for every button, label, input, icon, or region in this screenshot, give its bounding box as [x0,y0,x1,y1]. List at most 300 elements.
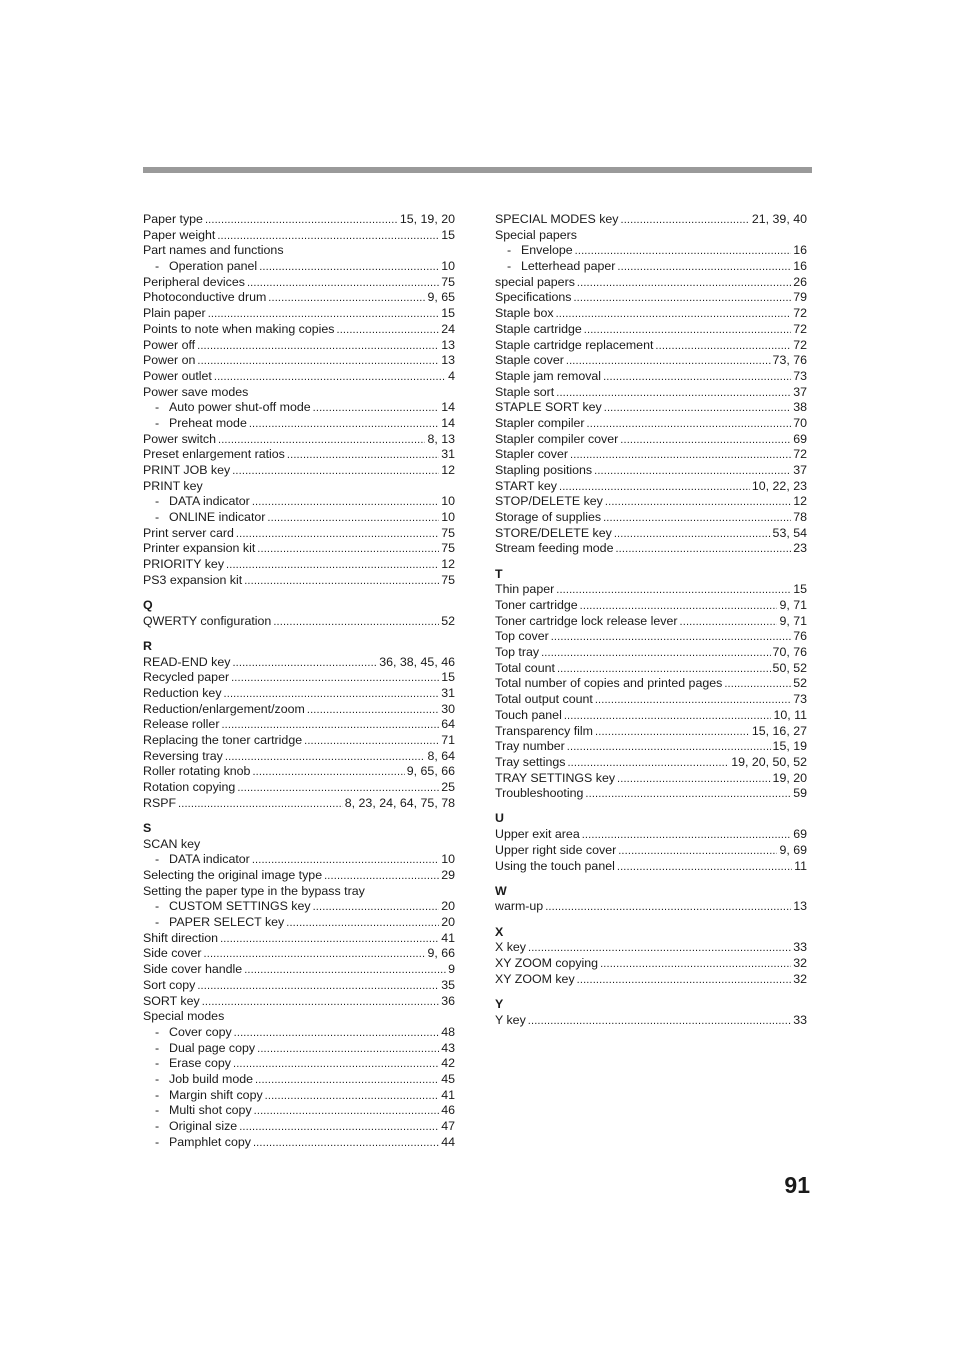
subentry-dash: - [155,400,160,415]
index-entry [143,978,455,994]
index-entry [495,510,807,526]
index-entry [495,598,807,614]
index-term: Points to note when making copies [143,321,335,336]
index-term: Top cover [495,629,549,644]
index-entry [143,353,455,369]
dot-leader [603,510,791,527]
index-page-refs: 72 [793,337,807,352]
index-page-refs: 15, 16, 27 [751,723,807,738]
index-term: Preheat mode [169,415,247,430]
index-page-refs: 10 [441,852,455,867]
index-entry [495,708,807,724]
index-entry [143,749,455,765]
index-term: Total count [495,660,555,675]
index-entry [495,463,807,479]
index-entry [143,526,455,542]
dot-leader [580,598,778,615]
index-entry [143,322,455,338]
index-page-refs: 73, 76 [772,353,807,368]
dot-leader [617,859,792,876]
subentry-dash: - [155,1087,160,1102]
index-term: Rotation copying [143,780,236,795]
subentry-dash: - [155,852,160,867]
index-term: SORT key [143,993,200,1008]
dot-leader [237,780,439,797]
index-page-refs: 69 [793,827,807,842]
index-subentry [143,1041,455,1057]
dot-leader [614,526,771,543]
index-term: Envelope [521,243,573,258]
index-page-refs: 10, 22, 23 [751,478,807,493]
dot-leader [551,629,791,646]
dot-leader [236,526,439,543]
index-subentry [495,243,807,259]
index-page-refs: 12 [441,557,455,572]
dot-leader [197,338,439,355]
index-page-refs: 72 [793,321,807,336]
index-entry [143,290,455,306]
index-entry [495,494,807,510]
index-page-refs: 21, 39, 40 [751,212,807,226]
dot-leader [197,353,439,370]
index-page-refs: 29 [441,868,455,882]
dot-leader [208,306,440,323]
subentry-dash: - [155,1103,160,1118]
dot-leader [257,541,439,558]
index-page-refs: 32 [793,955,807,970]
index-term: Roller rotating knob [143,764,251,779]
index-entry [495,212,807,228]
index-entry [143,884,455,900]
index-term: Tray settings [495,754,566,769]
dot-leader [224,686,440,703]
index-entry [143,780,455,796]
dot-leader [286,915,439,932]
index-term: Toner cartridge lock release lever [495,613,678,628]
dot-leader [254,1103,440,1120]
dot-leader [556,306,792,323]
index-column-right [495,212,807,1028]
index-page-refs: 38 [793,400,807,415]
index-page-refs: 46 [441,1103,455,1118]
dot-leader [307,702,439,719]
index-subentry [143,494,455,510]
index-page-refs: 10 [441,259,455,274]
index-term: Part names and functions [143,243,284,258]
index-term: Letterhead paper [521,259,616,274]
index-term: Storage of supplies [495,510,602,525]
index-page-refs: 75 [441,572,455,587]
index-entry [143,212,455,228]
dot-leader [724,676,791,693]
index-term: PRINT JOB key [143,463,231,477]
index-page-refs: 72 [793,447,807,462]
index-subentry [143,416,455,432]
dot-leader [218,432,425,449]
index-page-refs: 79 [793,290,807,305]
subentry-dash: - [155,510,160,525]
dot-leader [600,956,791,973]
index-page-refs: 32 [793,971,807,986]
index-subentry [143,1088,455,1104]
index-term: Staple box [495,306,554,321]
index-page-refs: 4 [448,368,455,383]
dot-leader [557,661,771,678]
index-subentry [143,899,455,915]
index-term: DATA indicator [169,852,250,867]
index-term: PRINT key [143,478,203,493]
index-subentry [143,1119,455,1135]
dot-leader [220,931,439,948]
index-term: XY ZOOM key [495,971,575,986]
index-entry [495,416,807,432]
index-entry [495,956,807,972]
index-subentry [143,400,455,416]
index-page-refs: 70, 76 [772,645,807,660]
index-term: Sort copy [143,977,196,992]
dot-leader [247,275,439,292]
index-entry [143,614,455,630]
index-page-refs: 44 [441,1134,455,1149]
index-entry [143,686,455,702]
index-term: Staple jam removal [495,368,602,383]
dot-leader [603,369,791,386]
index-term: Reversing tray [143,748,223,763]
index-page-refs: 78 [793,510,807,525]
index-term: Printer expansion kit [143,541,256,556]
index-page-refs: 41 [441,930,455,945]
dot-leader [566,353,771,370]
dot-leader [617,771,771,788]
index-entry [495,400,807,416]
dot-leader [231,670,439,687]
index-entry [495,843,807,859]
dot-leader [244,962,446,979]
index-subentry [143,915,455,931]
index-page-refs: 48 [441,1024,455,1039]
index-entry [495,972,807,988]
dot-leader [313,899,440,916]
index-entry [143,733,455,749]
index-entry [143,275,455,291]
index-term: SPECIAL MODES key [495,212,619,226]
index-entry [495,692,807,708]
index-entry [143,228,455,244]
index-term: Specifications [495,290,572,305]
index-page-refs: 10, 11 [773,707,807,722]
dot-leader [267,510,439,527]
index-term: Power save modes [143,384,249,399]
index-entry [143,573,455,589]
index-page-refs: 35 [441,977,455,992]
index-entry [143,338,455,354]
index-page-refs: 75 [441,274,455,289]
index-page-refs: 52 [441,613,455,628]
index-page-refs: 16 [793,259,807,274]
index-subentry [143,1103,455,1119]
dot-leader [255,1072,439,1089]
index-term: Paper type [143,212,203,226]
subentry-dash: - [507,243,512,258]
index-subentry [143,852,455,868]
index-page-refs: 9 [448,962,455,977]
index-page-refs: 52 [793,676,807,691]
index-page-refs: 9, 69 [779,842,807,857]
index-page-refs: 43 [441,1040,455,1055]
index-term: Auto power shut-off mode [169,400,311,415]
index-term: XY ZOOM copying [495,955,599,970]
index-term: Original size [169,1119,238,1133]
dot-leader [577,972,792,989]
dot-leader [615,541,791,558]
index-term: PRIORITY key [143,557,225,572]
subentry-dash: - [155,259,160,274]
index-page-refs: 36 [441,993,455,1008]
index-entry [495,629,807,645]
index-entry [495,771,807,787]
index-page-refs: 14 [441,415,455,430]
index-term: Print server card [143,525,234,540]
dot-leader [324,868,439,885]
index-entry [143,670,455,686]
index-entry [495,275,807,291]
index-term: STORE/DELETE key [495,525,612,540]
dot-leader [587,416,792,433]
dot-leader [265,1088,440,1105]
index-letter-heading: X [495,924,504,939]
index-page-refs: 8, 13 [427,431,455,446]
dot-leader [556,582,791,599]
index-page-refs: 15, 19, 20 [399,212,455,226]
index-term: DATA indicator [169,494,250,509]
index-term: Upper exit area [495,827,580,842]
index-page-refs: 50, 52 [772,660,807,675]
index-page-refs: 41 [441,1087,455,1102]
index-term: Side cover handle [143,962,243,977]
dot-leader [564,708,772,725]
index-term: Upper right side cover [495,842,617,857]
index-entry [495,739,807,755]
index-term: Reduction/enlargement/zoom [143,701,305,716]
dot-leader [620,212,749,229]
index-term: Margin shift copy [169,1087,263,1102]
dot-leader [268,290,425,307]
index-page-refs: 13 [793,899,807,914]
subentry-dash: - [155,1071,160,1086]
index-term: ONLINE indicator [169,510,266,525]
index-page-refs: 12 [793,494,807,509]
index-term: Staple cartridge [495,321,582,336]
index-term: Stream feeding mode [495,541,614,556]
dot-leader [541,645,770,662]
dot-leader [617,259,791,276]
index-term: Cover copy [169,1024,232,1039]
index-page-refs: 73 [793,368,807,383]
index-term: Plain paper [143,306,206,321]
index-letter-heading: W [495,883,507,898]
index-term: Preset enlargement ratios [143,447,285,462]
index-letter-heading: T [495,566,503,581]
index-term: Y key [495,1012,526,1027]
dot-leader [221,717,439,734]
index-subentry [143,1056,455,1072]
dot-leader [567,755,729,772]
dot-leader [575,243,792,260]
dot-leader [214,369,446,386]
index-page-refs: 33 [793,1012,807,1027]
dot-leader [287,447,439,464]
index-page-refs: 10 [441,510,455,525]
subentry-dash: - [155,1040,160,1055]
index-page-refs: 36, 38, 45, 46 [379,654,455,669]
index-term: Reduction key [143,685,222,700]
dot-leader [605,494,791,511]
index-term: Peripheral devices [143,274,245,289]
index-page-refs: 73 [793,692,807,707]
index-entry [495,290,807,306]
index-page-refs: 59 [793,786,807,801]
index-term: Stapler compiler cover [495,431,619,446]
index-entry [143,946,455,962]
index-subentry [143,510,455,526]
index-term: Photoconductive drum [143,290,267,305]
index-page-refs: 10 [441,494,455,509]
index-entry [495,859,807,875]
index-term: Stapler cover [495,447,569,462]
index-term: Staple cartridge replacement [495,337,654,352]
index-subentry [495,259,807,275]
index-term: Stapling positions [495,463,593,477]
dot-leader [582,827,791,844]
index-page-refs: 53, 54 [772,525,807,540]
index-entry [495,479,807,495]
dot-leader [655,338,791,355]
index-entry [143,931,455,947]
index-entry [143,479,455,495]
index-entry [143,655,455,671]
index-page-refs: 15 [441,306,455,321]
index-page-refs: 37 [793,463,807,477]
index-term: Total output count [495,692,593,707]
index-page-refs: 8, 64 [427,748,455,763]
index-term: warm-up [495,899,544,914]
index-page-refs: 37 [793,384,807,399]
index-page-refs: 23 [793,541,807,556]
dot-leader [259,259,439,276]
dot-leader [252,494,439,511]
index-column-left [143,212,455,1150]
index-page-refs: 15 [793,582,807,597]
index-term: Power on [143,353,196,368]
index-term: Paper weight [143,227,216,242]
index-page-refs: 30 [441,701,455,716]
dot-leader [620,432,791,449]
dot-leader [584,322,791,339]
index-entry [495,899,807,915]
dot-leader [239,1119,439,1136]
dot-leader [252,852,439,869]
index-term: STOP/DELETE key [495,494,603,509]
subentry-dash: - [155,1119,160,1133]
index-entry [495,385,807,401]
dot-leader [178,796,343,813]
header-rule [143,167,812,173]
index-letter-heading: R [143,638,152,653]
dot-leader [528,940,791,957]
subentry-dash: - [155,1134,160,1149]
index-term: Side cover [143,946,202,961]
index-page-refs: 75 [441,525,455,540]
index-entry [143,717,455,733]
dot-leader [604,400,791,417]
subentry-dash: - [155,915,160,930]
index-term: Toner cartridge [495,598,578,612]
index-subentry [143,1135,455,1151]
index-page-refs: 47 [441,1119,455,1133]
index-page-refs: 45 [441,1071,455,1086]
dot-leader [313,400,440,417]
index-term: Shift direction [143,930,219,945]
index-entry [143,764,455,780]
index-term: Operation panel [169,259,258,274]
index-term: READ-END key [143,654,231,669]
dot-leader [545,899,791,916]
page-number: 91 [784,1172,810,1198]
index-term: Job build mode [169,1071,254,1086]
dot-leader [336,322,439,339]
index-entry [495,322,807,338]
index-page-refs: 15 [441,227,455,242]
index-term: START key [495,478,557,493]
index-entry [495,940,807,956]
index-entry [495,306,807,322]
dot-leader [202,994,440,1011]
index-term: Stapler compiler [495,415,585,430]
index-entry [143,432,455,448]
index-entry [495,645,807,661]
index-term: QWERTY configuration [143,613,272,628]
dot-leader [217,228,439,245]
subentry-dash: - [155,494,160,509]
index-page-refs: 13 [441,337,455,352]
index-page-refs: 20 [441,899,455,914]
index-page-refs: 16 [793,243,807,258]
dot-leader [585,786,791,803]
index-term: SCAN key [143,836,201,851]
dot-leader [528,1013,791,1030]
index-entry [495,786,807,802]
index-page-refs: 70 [793,415,807,430]
index-page-refs: 19, 20 [772,770,807,785]
index-term: Power outlet [143,368,212,383]
index-entry [143,369,455,385]
index-term: CUSTOM SETTINGS key [169,899,311,914]
index-term: Troubleshooting [495,786,584,801]
index-page-refs: 14 [441,400,455,415]
index-term: Special modes [143,1009,225,1024]
dot-leader [253,1135,439,1152]
index-page-refs: 9, 71 [779,613,807,628]
dot-leader [204,946,426,963]
index-entry [495,661,807,677]
index-subentry [143,259,455,275]
index-term: Total number of copies and printed pages [495,676,723,691]
index-entry [495,827,807,843]
index-page-refs: 25 [441,780,455,795]
subentry-dash: - [155,1024,160,1039]
dot-leader [233,1056,439,1073]
index-entry [143,463,455,479]
